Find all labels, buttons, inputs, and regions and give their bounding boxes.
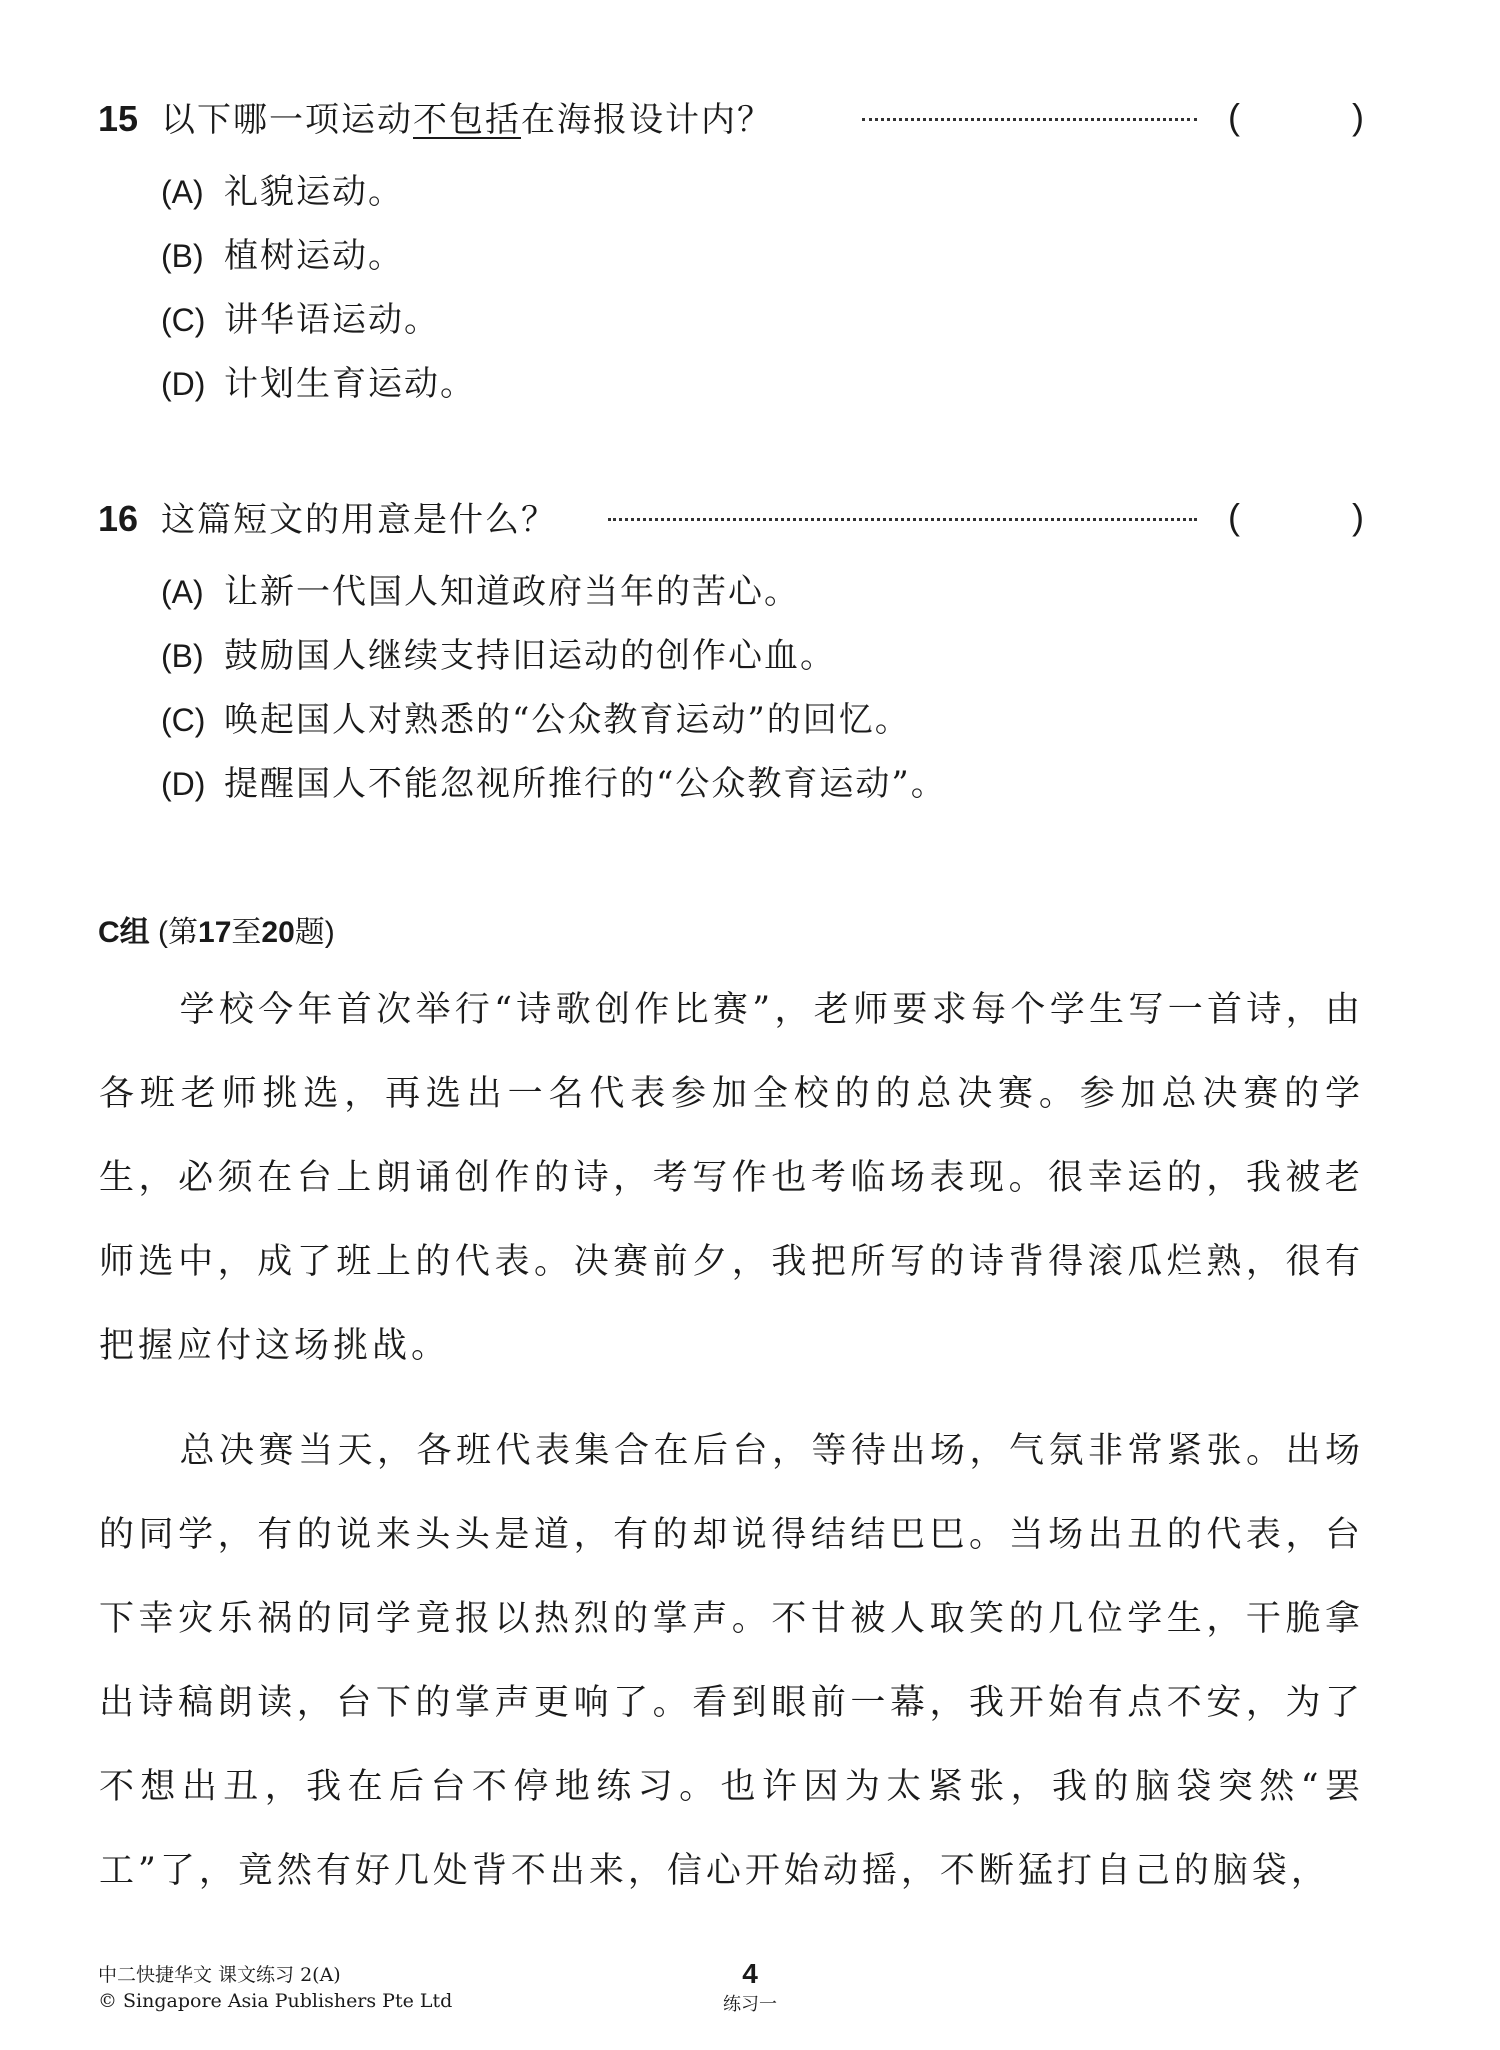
question-number: 15 (98, 98, 139, 139)
passage-paragraph-2: 总决赛当天，各班代表集合在后台，等待出场，气氛非常紧张。出场的同学，有的说来头头是道，有的却说得结结巴巴。当场出丑的代表，台下幸灾乐祸的同学竟报以热烈的掌声。不甘被人取笑的几位学生，干脆拿出诗稿朗读，台下的掌声更响了。看到眼前一幕，我开始有点不安，为了不想出丑，我在后台不停地练习。也许因为太紧张，我的脑袋突然“罢工”了，竟然有好几处背不出来，信心开始动摇，不断猛打自己的脑袋， (99, 1431, 1364, 1891)
passage-paragraph-1: 学校今年首次举行“诗歌创作比赛”，老师要求每个学生写一首诗，由各班老师挑选，再选出一名代表参加全校的的总决赛。参加总决赛的学生，必须在台上朗诵创作的诗，考写作也考临场表现。很幸运的，我被老师选中，成了班上的代表。决赛前夕，我把所写的诗背得滚瓜烂熟，很有把握应付这场挑战。 (99, 990, 1364, 1366)
question-text: 这篇短文的用意是什么？ (161, 500, 557, 540)
option-text: 讲华语运动。 (224, 300, 440, 340)
option-b (161, 628, 947, 692)
section-range-end: 20 (261, 916, 295, 949)
footer-copyright: © Singapore Asia Publishers Pte Ltd (98, 1990, 453, 2012)
option-c (161, 692, 947, 756)
option-label: (B) (161, 238, 204, 274)
question-text (161, 92, 773, 141)
option-a (161, 564, 947, 628)
question-16-options (161, 564, 947, 820)
footer-book-info (98, 1962, 452, 2014)
answer-leader-dots (608, 518, 1197, 521)
question-16-stem (98, 492, 557, 541)
option-label: (B) (161, 638, 204, 674)
question-15-stem (98, 92, 773, 141)
option-text: 礼貌运动。 (224, 172, 404, 212)
option-text: 提醒国人不能忽视所推行的“公众教育运动”。 (224, 764, 947, 804)
option-text: 鼓励国人继续支持旧运动的创作心血。 (224, 636, 836, 676)
question-text-prefix: 以下哪一项运动 (161, 100, 413, 140)
option-label: (C) (161, 702, 206, 738)
section-group-label: C组 (98, 916, 150, 949)
answer-paren-close: ) (1352, 496, 1364, 537)
question-number: 16 (98, 498, 139, 539)
underlined-keyword: 不包括 (413, 100, 521, 140)
section-range-close: 题) (294, 916, 335, 949)
option-text: 让新一代国人知道政府当年的苦心。 (224, 572, 800, 612)
footer-page-block (680, 1958, 820, 2016)
footer-book-title: 中二快捷华文 课文练习 2(A) (98, 1964, 341, 1986)
option-text: 植树运动。 (224, 236, 404, 276)
question-text-suffix: 在海报设计内？ (521, 100, 773, 140)
question-15-options (161, 164, 476, 420)
page-number: 4 (742, 1958, 758, 1989)
option-label: (A) (161, 174, 204, 210)
option-label: (A) (161, 574, 204, 610)
option-text: 计划生育运动。 (224, 364, 476, 404)
option-a (161, 164, 476, 228)
exercise-label: 练习一 (723, 1994, 777, 2015)
option-c (161, 292, 476, 356)
option-text: 唤起国人对熟悉的“公众教育运动”的回忆。 (224, 700, 911, 740)
section-range-start: 17 (198, 916, 232, 949)
section-range-open: (第 (158, 916, 199, 949)
option-b (161, 228, 476, 292)
option-d (161, 356, 476, 420)
answer-paren-open: ( (1228, 496, 1240, 537)
answer-paren-close: ) (1352, 96, 1364, 137)
answer-leader-dots (862, 118, 1197, 121)
answer-paren-open: ( (1228, 96, 1240, 137)
option-label: (D) (161, 766, 206, 802)
option-label: (D) (161, 366, 206, 402)
section-heading (98, 907, 335, 951)
option-d (161, 756, 947, 820)
option-label: (C) (161, 302, 206, 338)
section-range-mid: 至 (231, 916, 262, 949)
